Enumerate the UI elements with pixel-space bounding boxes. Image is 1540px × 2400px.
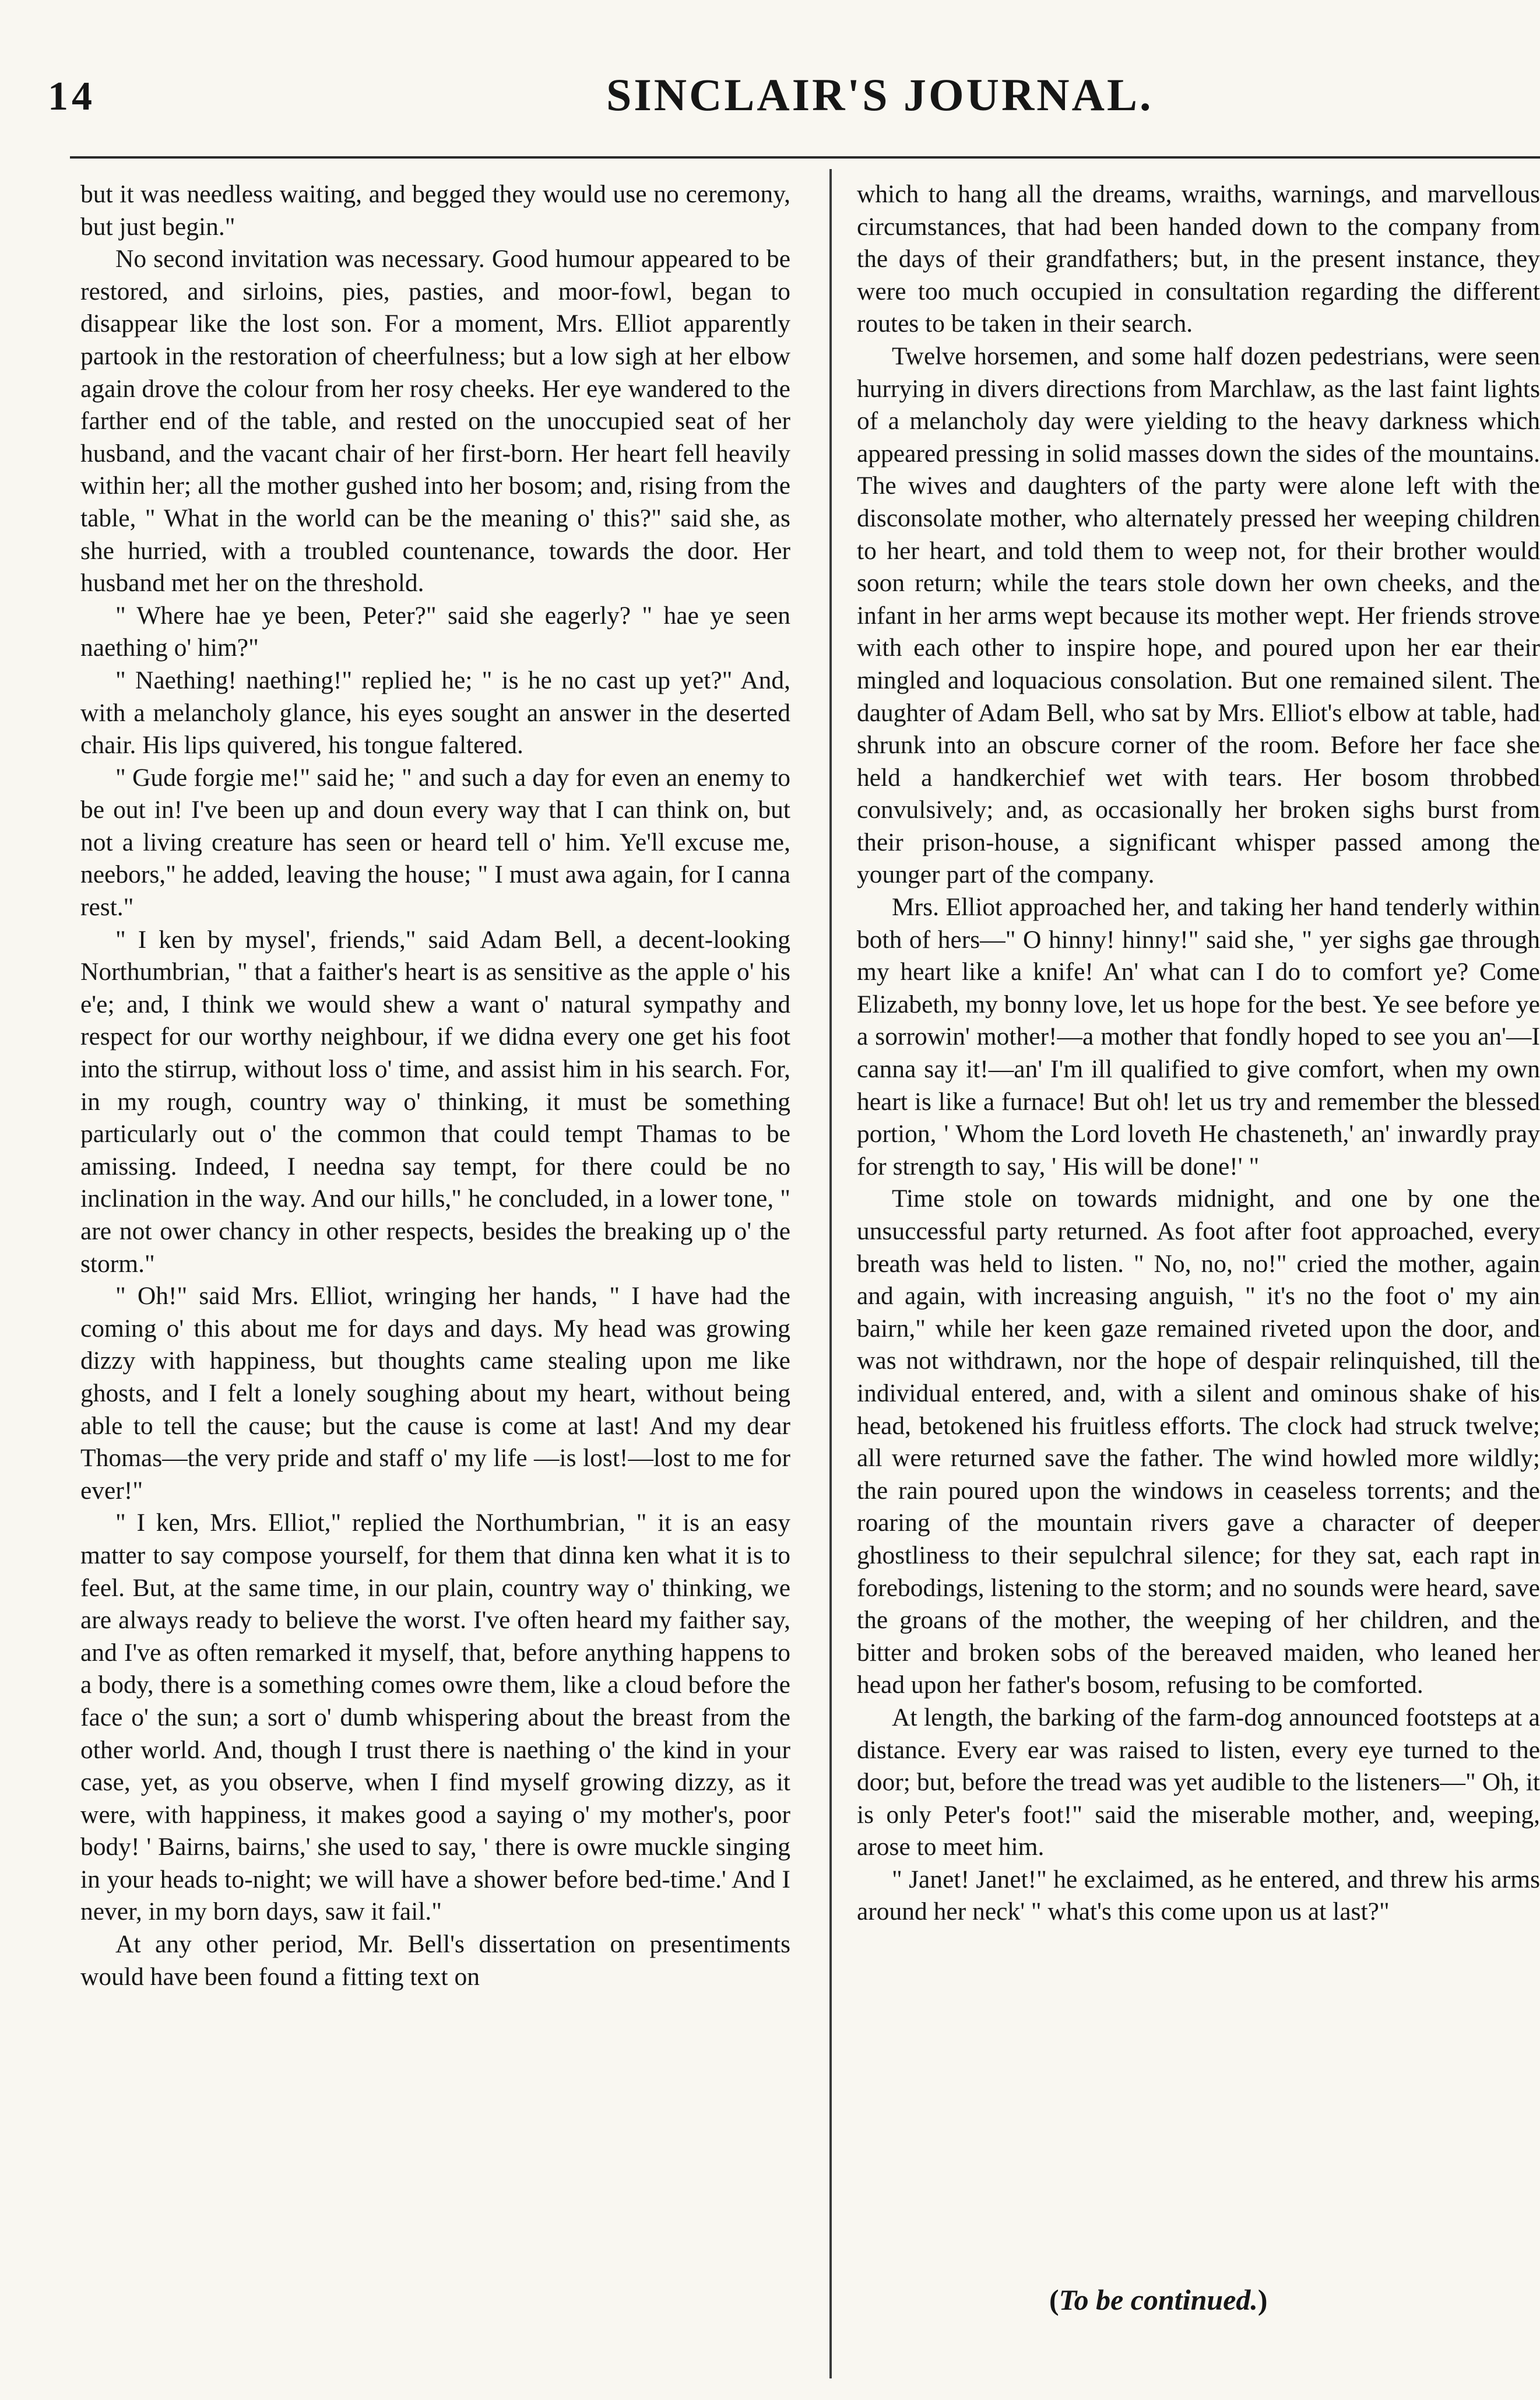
column-divider bbox=[829, 169, 832, 2378]
paragraph: At any other period, Mr. Bell's dissertation on presentiments would have been found a fitting text on bbox=[80, 1930, 790, 1991]
paragraph: " I ken by mysel', friends," said Adam Bell, a decent-looking Northumbrian, " that a faither's heart is as sensitive as the apple o' his e'e; and, I think we would shew a want o' natural sympathy and respect for our worthy neighbour, if we didna every one get his foot into the stirrup, without loss o' time, and assist him in his search. For, in my rough, country way o' thinking, it must be something particularly out o' the common that could tempt Thamas to be amissing. Indeed, I needna say tempt, for there could be no inclination in the way. And our hills," he concluded, in a lower tone, " are not ower chancy in other respects, besides the breaking up o' the storm." bbox=[80, 925, 790, 1278]
continued-text: To be continued. bbox=[1059, 2283, 1258, 2316]
to-be-continued: (To be continued.) bbox=[1049, 2283, 1268, 2316]
page-number: 14 bbox=[48, 74, 96, 119]
page-header bbox=[0, 0, 1540, 134]
paragraph: Mrs. Elliot approached her, and taking her hand tenderly within both of hers—" O hinny! hinny!" said she, " yer sighs gae through my heart like a knife! An' what can I do to comfort ye? Come Elizabeth, my bonny love, let us hope for the best. Ye see before ye a sorrowin' mother!—a mother that fondly hoped to see you an'—I canna say it!—an' I'm ill qualified to give comfort, when my own heart is like a furnace! But oh! let us try and remember the blessed portion, ' Whom the Lord loveth He chasteneth,' an' inwardly pray for strength to say, ' His will be done!' " bbox=[857, 893, 1540, 1180]
paragraph: which to hang all the dreams, wraiths, warnings, and marvellous circumstances, that had been handed down to the company from the days of their grandfathers; but, in the present instance, they were too much occupied in consultation regarding the different routes to be taken in their search. bbox=[857, 180, 1540, 338]
paragraph: " I ken, Mrs. Elliot," replied the Northumbrian, " it is an easy matter to say compose yourself, for them that dinna ken what it is to feel. But, at the same time, in our plain, country way o' thinking, we are always ready to believe the worst. I've often heard my faither say, and I've as often remarked it myself, that, before anything happens to a body, there is a something comes owre them, like a cloud before the face o' the sun; a sort o' dumb whispering about the breast from the other world. And, though I trust there is naething o' the kind in your case, yet, as you observe, when I find myself growing dizzy, as it were, with happiness, it makes good a saying o' my mother's, poor body! ' Bairns, bairns,' she used to say, ' there is owre muckle singing in your heads to-night; we will have a shower before bed-time.' And I never, in my born days, saw it fail." bbox=[80, 1509, 790, 1926]
paragraph: but it was needless waiting, and begged they would use no ceremony, but just begin." bbox=[80, 180, 790, 241]
header-rule bbox=[70, 156, 1540, 159]
paragraph: " Gude forgie me!" said he; " and such a day for even an enemy to be out in! I've been up and doun every way that I can think on, but not a living creature has seen or heard tell o' him. Ye'll excuse me, neebors," he added, leaving the house; " I must awa again, for I canna rest." bbox=[80, 763, 790, 922]
journal-title: SINCLAIR'S JOURNAL. bbox=[606, 69, 1154, 120]
paragraph: At length, the barking of the farm-dog announced footsteps at a distance. Every ear was raised to listen, every eye turned to the door; but, before the tread was yet audible to the listeners—" Oh, it is only Peter's foot!" said the miserable mother, and, weeping, arose to meet him. bbox=[857, 1703, 1540, 1861]
paragraph: " Oh!" said Mrs. Elliot, wringing her hands, " I have had the coming o' this about me for days and days. My head was growing dizzy with happiness, but thoughts came stealing upon me like ghosts, and I felt a lonely soughing about my heart, without being able to tell the cause; but the cause is come at last! And my dear Thomas—the very pride and staff o' my life —is lost!—lost to me for ever!" bbox=[80, 1282, 790, 1505]
paragraph: Time stole on towards midnight, and one by one the unsuccessful party returned. As foot after foot approached, every breath was held to listen. " No, no, no!" cried the mother, again and again, with increasing anguish, " it's no the foot o' my ain bairn," while her keen gaze remained riveted upon the door, and was not withdrawn, nor the hope of despair relinquished, till the individual entered, and, with a silent and ominous shake of his head, betokened his fruitless efforts. The clock had struck twelve; all were returned save the father. The wind howled more wildly; the rain poured upon the windows in ceaseless torrents; and the roaring of the mountain rivers gave a character of deeper ghostliness to their sepulchral silence; for they sat, each rapt in forebodings, listening to the storm; and no sounds were heard, save the groans of the mother, the weeping of her children, and the bitter and broken sobs of the bereaved maiden, who leaned her head upon her father's bosom, refusing to be comforted. bbox=[857, 1185, 1540, 1699]
paragraph: No second invitation was necessary. Good humour appeared to be restored, and sirloins, pies, pasties, and moor-fowl, began to disappear like the lost son. For a moment, Mrs. Elliot apparently partook in the restoration of cheerfulness; but a low sigh at her elbow again drove the colour from her rosy cheeks. Her eye wandered to the farther end of the table, and rested on the unoccupied seat of her husband, and the vacant chair of her first-born. Her heart fell heavily within her; all the mother gushed into her bosom; and, rising from the table, " What in the world can be the meaning o' this?" said she, as she hurried, with a troubled countenance, towards the door. Her husband met her on the threshold. bbox=[80, 245, 790, 598]
paragraph: " Janet! Janet!" he exclaimed, as he entered, and threw his arms around her neck' " what's this come upon us at last?" bbox=[857, 1865, 1540, 1926]
paragraph: " Naething! naething!" replied he; " is he no cast up yet?" And, with a melancholy glance, his eyes sought an answer in the deserted chair. His lips quivered, his tongue faltered. bbox=[80, 666, 790, 760]
paragraph: " Where hae ye been, Peter?" said she eagerly? " hae ye seen naething o' him?" bbox=[80, 601, 790, 662]
left-column bbox=[80, 178, 790, 2329]
paragraph: Twelve horsemen, and some half dozen pedestrians, were seen hurrying in divers directions from Marchlaw, as the last faint lights of a melancholy day were yielding to the heavy darkness which appeared pressing in solid masses down the sides of the mountains. The wives and daughters of the party were alone left with the disconsolate mother, who alternately pressed her weeping children to her heart, and told them to weep not, for their brother would soon return; while the tears stole down her own cheeks, and the infant in her arms wept because its mother wept. Her friends strove with each other to inspire hope, and poured upon her ear their mingled and loquacious consolation. But one remained silent. The daughter of Adam Bell, who sat by Mrs. Elliot's elbow at table, had shrunk into an obscure corner of the room. Before her face she held a handkerchief wet with tears. Her bosom throbbed convulsively; and, as occasionally her broken sighs burst from their prison-house, a significant whisper passed among the younger part of the company. bbox=[857, 342, 1540, 889]
right-column bbox=[857, 178, 1540, 2329]
